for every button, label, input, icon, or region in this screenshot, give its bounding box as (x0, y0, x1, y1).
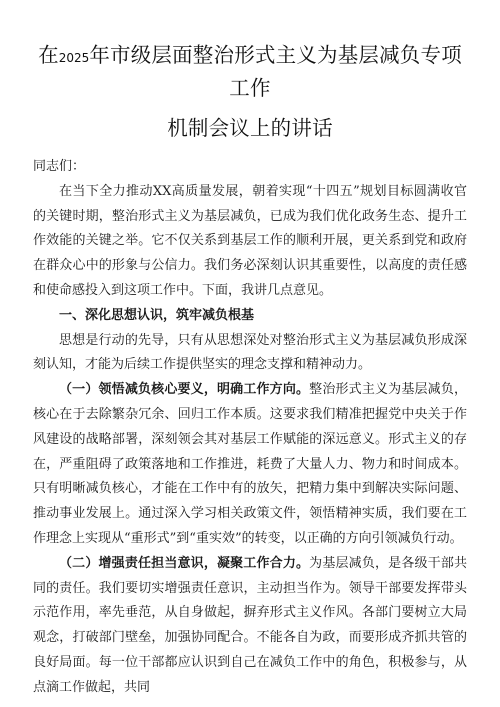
title-year: 2025 (58, 51, 90, 65)
document-title-line1 (33, 0, 467, 103)
point1-body: 整治形式主义为基层减负，核心在于去除繁杂冗余、回归工作本质。这要求我们精准把握党中央关于作风建设的战略部署，深刻领会其对基层工作赋能的深远意义。形式主义的存在，严重阻碍了政策落地和工作推进，耗费了大量人力、物力和时间成本。只有明晰减负核心，才能在工作中有的放矢，把精力集中到解决实际问题、推动事业发展上。通过深入学习相关政策文件，领悟精神实质，我们要在工作理念上实现从“重形式”到“重实效”的转变，以正确的方向引领减负行动。 (33, 382, 467, 546)
point2-heading: （二）增强责任担当意识，凝聚工作合力。 (59, 555, 310, 571)
point1-paragraph (33, 378, 467, 552)
title-prefix: 在 (38, 43, 59, 67)
section1-heading: 一、深化思想认识，筑牢减负根基 (59, 307, 255, 323)
point2-paragraph (33, 552, 467, 701)
document-body (33, 155, 467, 701)
point1-heading: （一）领悟减负核心要义，明确工作方向。 (59, 382, 310, 398)
salutation: 同志们： (33, 159, 86, 174)
section1-intro-paragraph: 思想是行动的先导，只有从思想深处对整治形式主义为基层减负形成深刻认知，才能为后续工作提供坚实的理念支撑和精神动力。 (33, 332, 467, 373)
point2-body: 为基层减负，是各级干部共同的责任。我们要切实增强责任意识，主动担当作为。领导干部要发挥带头示范作用，率先垂范，从自身做起，摒弃形式主义作风。各部门要树立大局观念，打破部门壁垒，加强协同配合。不能各自为政，而要形成齐抓共管的良好局面。每一位干部都应认识到自己在减负工作中的角色，积极参与，从点滴工作做起，共同 (33, 555, 467, 695)
title-rest: 年市级层面整治形式主义为基层减负专项工作 (89, 43, 462, 100)
intro-paragraph: 在当下全力推动XX高质量发展，朝着实现“十四五”规划目标圆满收官的关键时期，整治形式主义为基层减负，已成为我们优化政务生态、提升工作效能的关键之举。它不仅关系到基层工作的顺利开展，更关系到党和政府在群众心中的形象与公信力。我们务必深刻认识其重要性，以高度的责任感和使命感投入到这项工作中。下面，我讲几点意见。 (33, 183, 467, 298)
document-title-line2: 机制会议上的讲话 (167, 116, 333, 140)
